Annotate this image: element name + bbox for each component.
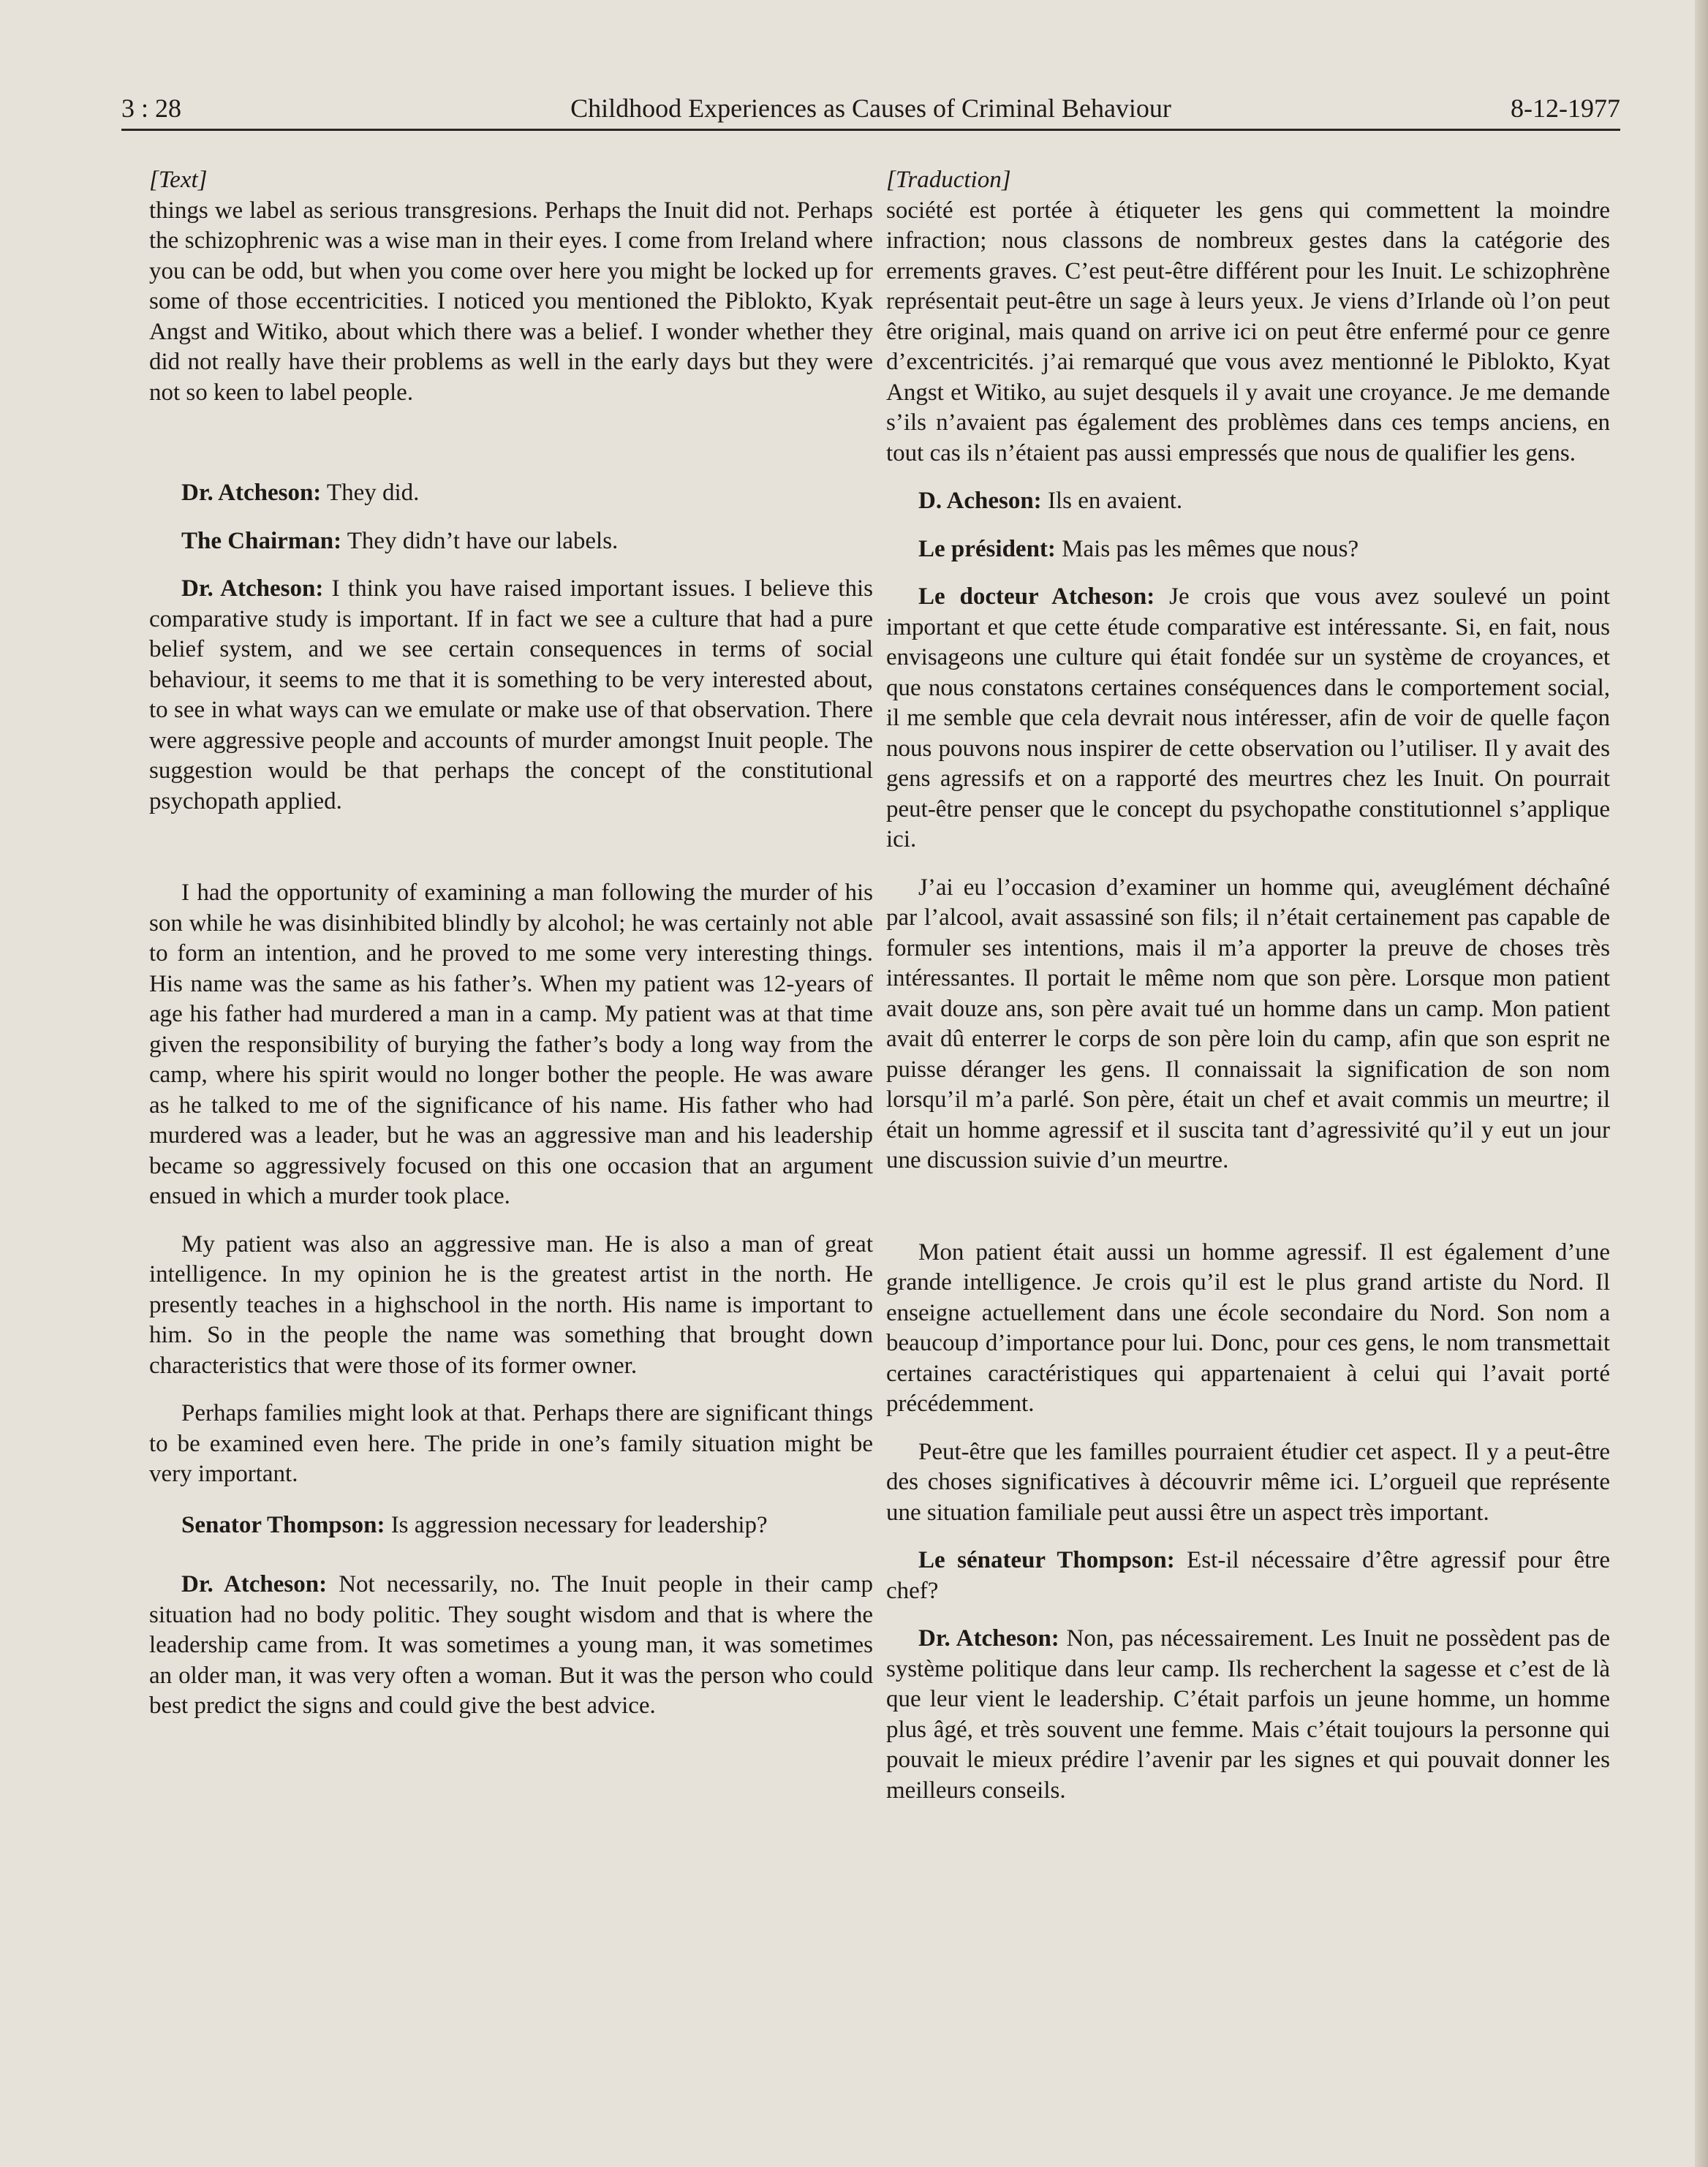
speaker-name: Dr. Atcheson: [181,575,324,602]
speaker-paragraph: Dr. Atcheson: Not necessarily, no. The Inuit people in their camp situation had no body politic. They sought wisdom and that is where the leadership came from. It was sometimes a young man, it was sometimes an older man, it was very often a woman. But it was the person who could best predict the signs and could give the best advice. [149,1571,873,1719]
paragraph: things we label as serious transgresions. Perhaps the Inuit did not. Perhaps the schizophrenic was a wise man in their eyes. I come from Ireland where you can be odd, but when you come over here you might be locked up for some of those eccentricities. I noticed you mentioned the Piblokto, Kyak Angst and Witiko, about which there was a belief. I wonder whether they did not really have their problems as well in the early days but they were not so keen to label people. [149,197,873,406]
speaker-paragraph: Senator Thompson: Is aggression necessary for leadership? [181,1511,768,1538]
speaker-name: Le docteur Atcheson: [918,583,1155,610]
column-label-text: [Text] [149,167,208,193]
paragraph: société est portée à étiqueter les gens qui commettent la moindre infraction; nous classons de nombreux gestes dans la catégorie des errements graves. C’est peut-être différent pour les Inuit. Le schizophrène représentait peut-être un sage à leurs yeux. Je viens d’Irlande où l’on peut être original, mais quand on arrive ici on peut être enfermé pour ce genre d’excentricités. j’ai remarqué que vous avez mentionné le Piblokto, Kyat Angst et Witiko, au sujet desquels il y avait une croyance. Je me demande s’ils n’avaient pas également des problèmes dans ces temps anciens, en tout cas ils n’étaient pas aussi empressés que nous de qualifier les gens. [886,197,1610,466]
speaker-paragraph: D. Acheson: Ils en avaient. [918,488,1183,514]
page-number: 3 : 28 [121,94,182,123]
speaker-paragraph: Dr. Atcheson: Non, pas nécessairement. Les Inuit ne possèdent pas de système politique dans leur camp. Ils recherchent la sagesse et c’est de là que leur vient le leadership. C’était parfois un jeune homme, un homme plus âgé, et très souvent une femme. Mais c’était toujours la personne qui pouvait le mieux prédire l’avenir par les signes et qui pouvait donner les meilleurs conseils. [886,1625,1611,1804]
paragraph: Mon patient était aussi un homme agressif. Il est également d’une grande intelligence. Je crois qu’il est le plus grand artiste du Nord. Il enseigne actuellement dans une école secondaire du Nord. Son nom a beaucoup d’importance pour lui. Donc, pour ces gens, le nom transmettait certaines caractéristiques qui appartenaient à celui qui l’avait porté précédemment. [886,1238,1610,1417]
french-column [886,165,1610,1806]
speaker-name: Dr. Atcheson: [181,480,322,506]
speaker-paragraph: Dr. Atcheson: I think you have raised important issues. I believe this comparative study is important. If in fact we see a culture that had a pure belief system, and we see certain consequences in terms of social behaviour, it seems to me that it is something to be very interested about, to see in what ways can we emulate or make use of that observation. There were aggressive people and accounts of murder amongst Inuit people. The suggestion would be that perhaps the concept of the constitutional psychopath applied. [149,575,874,814]
english-column [149,165,873,1722]
speaker-name: Dr. Atcheson: [181,1571,328,1597]
speaker-paragraph: Le docteur Atcheson: Je crois que vous avez soulevé un point important et que cette étude comparative est intéressante. Si, en fait, nous envisageons une culture qui était fondée sur un système de croyances, et que nous constatons certaines conséquences dans le comportement social, il me semble que cela devrait nous intéresser, afin de voir de quelle façon nous pouvons nous inspirer de cette observation ou l’utiliser. Il y avait des gens agressifs et on a rapporté des meurtres chez les Inuit. On pourrait peut-être penser que le concept du psychopathe constitutionnel s’applique ici. [886,583,1610,852]
speaker-name: Dr. Atcheson: [918,1625,1059,1652]
speaker-paragraph: Le sénateur Thompson: Est-il nécessaire d’être agressif pour être chef? [886,1547,1610,1604]
paragraph: My patient was also an aggressive man. He is also a man of great intelligence. In my opinion he is the greatest artist in the north. He presently teaches in a highschool in the north. His name is important to him. So in the people the name was something that brought down characteristics that were those of its former owner. [149,1230,873,1379]
column-label-traduction: [Traduction] [886,167,1011,193]
speaker-paragraph: The Chairman: They didn’t have our labels. [181,527,619,554]
speaker-name: Senator Thompson: [181,1511,385,1538]
speaker-name: Le président: [918,535,1056,562]
paragraph: Perhaps families might look at that. Perhaps there are significant things to be examined even here. The pride in one’s family situation might be very important. [149,1400,873,1487]
speaker-paragraph: Le président: Mais pas les mêmes que nous? [918,535,1359,562]
page-header [121,88,1620,129]
page-edge [1695,0,1708,2167]
speaker-paragraph: Dr. Atcheson: They did. [181,480,420,506]
running-title: Childhood Experiences as Causes of Criminal Behaviour [570,94,1171,123]
speaker-name: The Chairman: [181,527,342,554]
speaker-name: D. Acheson: [918,488,1042,514]
paragraph: J’ai eu l’occasion d’examiner un homme qui, aveuglément déchaîné par l’alcool, avait assassiné son fils; il n’était certainement pas capable de formuler ses intentions, mais il m’a apporter la preuve de choses très intéressantes. Il portait le même nom que son père. Lorsque mon patient avait douze ans, son père avait tué un homme dans un camp. Mon patient avait dû enterrer le corps de son père loin du camp, afin que son esprit ne puisse déranger les gens. Il connaissait la signification de son nom lorsqu’il m’a parlé. Son père, était un chef et avait commis un meurtre; il était un homme agressif et il suscita tant d’agressivité qu’il y eut un jour une discussion suivie d’un meurtre. [886,874,1610,1173]
speaker-name: Le sénateur Thompson: [918,1547,1175,1573]
paragraph: I had the opportunity of examining a man following the murder of his son while he was disinhibited blindly by alcohol; he was certainly not able to form an intention, and he proved to me some very interesting things. His name was the same as his father’s. When my patient was 12-years of age his father had murdered a man in a camp. My patient was at that time given the responsibility of burying the father’s body a long way from the camp, where his spirit would no longer bother the people. He was aware as he talked to me of the significance of his name. His father who had murdered was a leader, but he was an aggressive man and his leadership became so aggressively focused on this one occasion that an argument ensued in which a murder took place. [149,880,873,1209]
header-date: 8-12-1977 [1511,94,1620,123]
header-rule [121,129,1620,131]
paragraph: Peut-être que les familles pourraient étudier cet aspect. Il y a peut-être des choses significatives à découvrir même ici. L’orgueil que représente une situation familiale peut aussi être un aspect très important. [886,1438,1610,1526]
